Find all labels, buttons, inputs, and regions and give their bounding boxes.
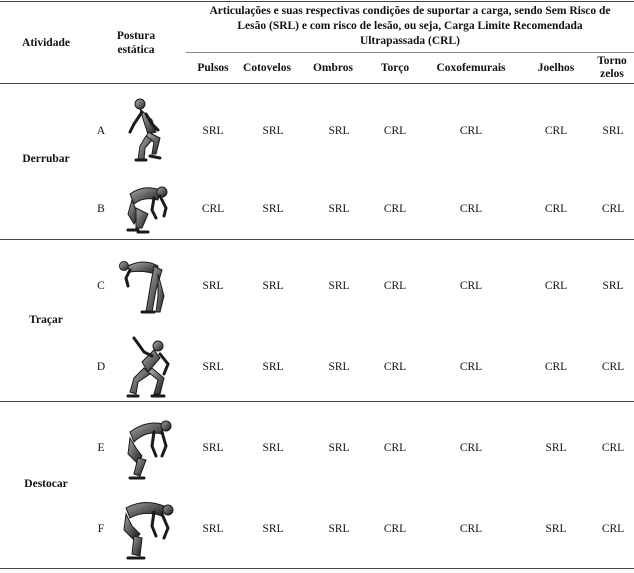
col-torco: Torço [380, 62, 410, 74]
cell-a-coxofemurais: CRL [459, 125, 483, 137]
header-posture [104, 29, 168, 57]
cell-a-cotovelos: SRL [262, 125, 284, 137]
table-bottom-rule [0, 568, 634, 569]
header-posture-line2: estática [117, 44, 155, 56]
cell-f-coxofemurais: CRL [459, 523, 483, 535]
cell-d-joelhos: CRL [544, 361, 568, 373]
cell-d-cotovelos: SRL [262, 361, 284, 373]
header-group-line2: Lesão (SRL) e com risco de lesão, ou seja, Carga Limite Recomendada [237, 20, 583, 32]
table-top-rule [0, 1, 634, 2]
cell-f-pulsos: SRL [202, 523, 224, 535]
row-label-e: E [97, 442, 105, 454]
cell-c-cotovelos: SRL [262, 280, 284, 292]
cell-e-cotovelos: SRL [262, 442, 284, 454]
row-label-c: C [97, 280, 105, 292]
section-rule-2 [0, 401, 634, 402]
cell-c-ombros: SRL [328, 280, 350, 292]
cell-b-ombros: SRL [328, 203, 350, 215]
row-label-a: A [96, 125, 106, 137]
cell-b-coxofemurais: CRL [459, 203, 483, 215]
cell-c-coxofemurais: CRL [459, 280, 483, 292]
cell-d-torco: CRL [383, 361, 407, 373]
cell-b-cotovelos: SRL [262, 203, 284, 215]
cell-a-joelhos: CRL [544, 125, 568, 137]
col-pulsos: Pulsos [197, 62, 229, 74]
deep-bend-figure-icon [116, 256, 172, 316]
cell-a-tornozelos: SRL [602, 125, 624, 137]
crouch-figure-icon [120, 180, 178, 236]
cell-a-pulsos: SRL [202, 125, 224, 137]
cell-b-pulsos: CRL [201, 203, 225, 215]
cell-d-coxofemurais: CRL [459, 361, 483, 373]
header-activity: Atividade [22, 37, 70, 49]
row-label-b: B [97, 203, 105, 215]
cell-f-torco: CRL [383, 523, 407, 535]
squat-figure-icon [124, 334, 178, 400]
cell-b-joelhos: CRL [544, 203, 568, 215]
cell-e-joelhos: SRL [545, 442, 567, 454]
header-group-line3: Ultrapassada (CRL) [360, 35, 460, 47]
cell-f-cotovelos: SRL [262, 523, 284, 535]
cell-c-pulsos: SRL [202, 280, 224, 292]
col-coxofemurais: Coxofemurais [436, 62, 506, 74]
cell-d-tornozelos: CRL [601, 361, 625, 373]
cell-e-torco: CRL [383, 442, 407, 454]
col-joelhos: Joelhos [537, 62, 575, 74]
header-group-line1: Articulações e suas respectivas condições de suportar a carga, sendo Sem Risco de [209, 5, 611, 17]
forward-bend-figure-icon [118, 496, 178, 562]
group-header-rule [186, 52, 634, 53]
cell-c-torco: CRL [383, 280, 407, 292]
cell-f-ombros: SRL [328, 523, 350, 535]
section-rule-1 [0, 239, 634, 240]
header-group [186, 4, 634, 49]
cell-e-ombros: SRL [328, 442, 350, 454]
standing-lean-figure-icon [118, 96, 174, 164]
activity-destocar: Destocar [24, 478, 68, 490]
cell-e-coxofemurais: CRL [459, 442, 483, 454]
cell-a-ombros: SRL [328, 125, 350, 137]
row-label-d: D [96, 361, 106, 373]
col-tornozelos-line2: zelos [600, 68, 624, 80]
cell-d-ombros: SRL [328, 361, 350, 373]
row-label-f: F [97, 523, 105, 535]
cell-a-torco: CRL [383, 125, 407, 137]
col-ombros: Ombros [312, 62, 354, 74]
col-tornozelos-line1: Torno [597, 55, 627, 67]
cell-c-joelhos: CRL [544, 280, 568, 292]
bent-knee-figure-icon [122, 416, 176, 482]
cell-f-tornozelos: CRL [601, 523, 625, 535]
activity-tracar: Traçar [29, 314, 63, 326]
cell-d-pulsos: SRL [202, 361, 224, 373]
cell-f-joelhos: SRL [545, 523, 567, 535]
header-posture-line1: Postura [116, 30, 156, 42]
cell-e-pulsos: SRL [202, 442, 224, 454]
col-cotovelos: Cotovelos [243, 62, 291, 74]
col-tornozelos [590, 55, 634, 81]
cell-b-torco: CRL [383, 203, 407, 215]
activity-derrubar: Derrubar [22, 153, 70, 165]
cell-e-tornozelos: CRL [601, 442, 625, 454]
cell-c-tornozelos: SRL [602, 280, 624, 292]
header-bottom-rule [0, 83, 634, 84]
cell-b-tornozelos: CRL [601, 203, 625, 215]
